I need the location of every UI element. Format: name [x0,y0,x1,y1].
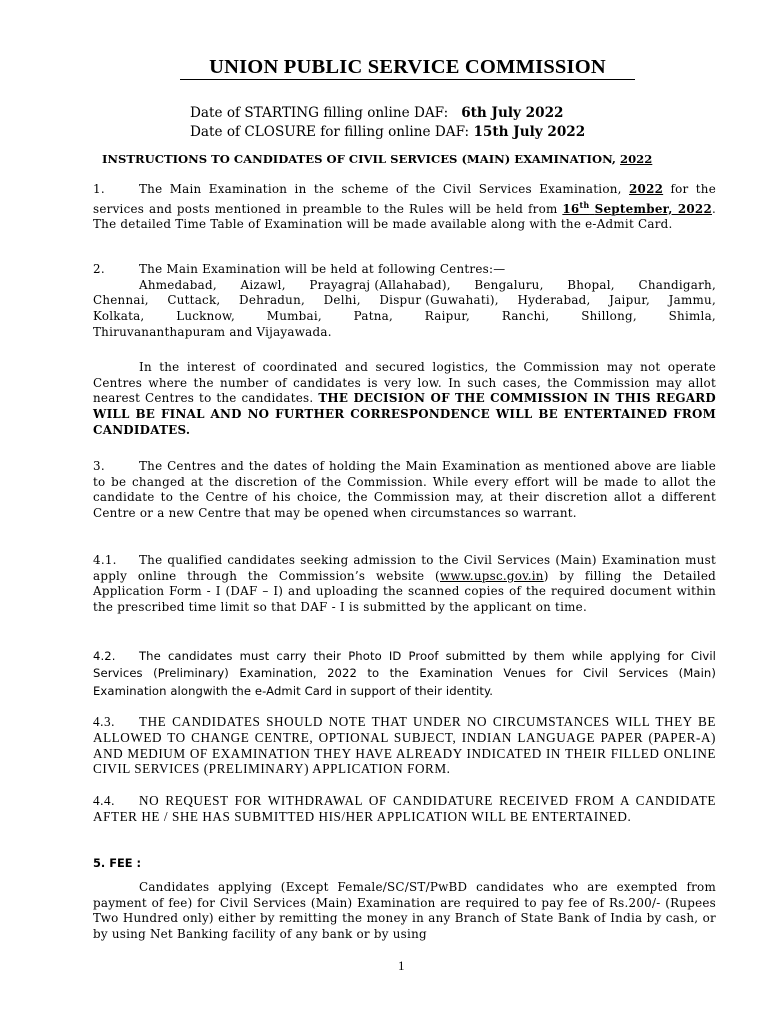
paragraph-fee [93,880,716,943]
paragraph-4-1-text-a: The qualified candidates seeking admission to the Civil Services (Main) Examination must apply online through the Commission’s website ( [93,553,716,583]
paragraph-4-1-number: 4.1. [93,553,117,567]
paragraph-1-date-rest: September, 2022 [594,201,712,216]
paragraph-3 [93,459,716,522]
daf-dates [190,104,585,141]
paragraph-3-number: 3. [93,459,105,473]
paragraph-4-4 [93,793,716,825]
centres-row-2 [93,293,716,309]
fee-heading: 5. FEE : [93,856,142,870]
paragraph-1-text-a: The Main Examination in the scheme of the Civil Services Examination, [139,182,630,196]
paragraph-4-3-number: 4.3. [93,714,115,729]
paragraph-1-date-sup: th [579,199,590,210]
daf-close-label: Date of CLOSURE for filling online DAF: [190,123,470,140]
centre-name: Bengaluru, [474,277,544,292]
centre-name: Cuttack, [167,293,221,308]
daf-start-value: 6th July 2022 [461,105,564,121]
paragraph-1 [93,182,716,233]
centre-name: Dehradun, [239,293,306,308]
paragraph-fee-text: Candidates applying (Except Female/SC/ST/PwBD candidates who are exempted from payment of fee) for Civil Services (Main) Examination are required to pay fee of Rs.200/- (Rupees Two Hundred only) either by remitting the money in any Branch of State Bank of India by cash, or by using Net Banking facility of any bank or by using [93,880,716,942]
instructions-heading [102,152,716,167]
page-title: UNION PUBLIC SERVICE COMMISSION [180,56,635,80]
paragraph-1-year: 2022 [629,182,664,196]
centre-name: Shimla, [668,309,716,324]
daf-close-line [190,123,585,142]
instructions-heading-year: 2022 [620,152,653,166]
centre-name: Prayagraj (Allahabad), [309,277,451,292]
centre-name: Patna, [353,309,394,324]
centre-name: Lucknow, [176,309,236,324]
paragraph-4-2 [93,648,716,700]
centre-name: Bhopal, [567,277,615,292]
centre-name: Raipur, [424,309,471,324]
centre-name: Chandigarh, [638,277,716,292]
paragraph-4-1-text-b: ) by filling the Detailed Application Form - I (DAF – I) and uploading the scanned copies of the required document within the prescribed time limit so that DAF - I is submitted by the applicant on time. [93,568,716,615]
centre-name: Hyderabad, [517,293,591,308]
centre-name: Shillong, [581,309,637,324]
daf-start-label: Date of STARTING filling online DAF: [190,105,449,121]
centre-name: Jaipur, [609,293,651,308]
paragraph-1-date [562,199,712,216]
centre-name: Kolkata, [93,309,145,324]
page-number: 1 [398,958,405,973]
centres-row-1 [93,278,716,294]
paragraph-1-text-c: . The detailed Time Table of Examination will be made available along with the e-Admit Card. [93,201,717,232]
daf-close-value: 15th July 2022 [473,123,586,140]
paragraph-2 [93,262,716,341]
paragraph-logistics-bold: THE DECISION OF THE COMMISSION IN THIS REGARD WILL BE FINAL AND NO FURTHER CORRESPONDENCE WILL BE ENTERTAINED FROM CANDIDATES. [93,391,716,437]
centre-name: Dispur (Guwahati), [379,293,499,308]
centre-name: Ranchi, [501,309,550,324]
paragraph-4-2-number: 4.2. [93,649,116,663]
paragraph-logistics [93,360,716,439]
paragraph-logistics-text: In the interest of coordinated and secured logistics, the Commission may not operate Centres where the number of candidates is very low. In such cases, the Commission may allot nearest Centres to the candidates. [93,360,716,406]
centres-row-4: Thiruvananthapuram and Vijayawada. [93,324,332,339]
centre-name: Chennai, [93,293,149,308]
instructions-heading-text: INSTRUCTIONS TO CANDIDATES OF CIVIL SERVICES (MAIN) EXAMINATION, [102,152,621,166]
paragraph-4-1 [93,553,716,616]
daf-start-line [190,104,585,123]
paragraph-1-date-day: 16 [562,201,580,216]
paragraph-1-number: 1. [93,182,105,196]
paragraph-4-4-number: 4.4. [93,793,115,808]
paragraph-2-intro-text: The Main Examination will be held at following Centres:— [139,262,506,276]
paragraph-4-4-text: NO REQUEST FOR WITHDRAWAL OF CANDIDATURE RECEIVED FROM A CANDIDATE AFTER HE / SHE HAS SUBMITTED HIS/HER APPLICATION WILL BE ENTERTAINED. [93,793,716,824]
centre-name: Ahmedabad, [139,277,217,292]
upsc-website-link[interactable]: www.upsc.gov.in [439,568,544,583]
centre-name: Delhi, [323,293,361,308]
paragraph-4-3 [93,714,716,777]
paragraph-2-number: 2. [93,262,105,276]
centre-name: Mumbai, [266,309,322,324]
centres-row-3 [93,309,716,325]
paragraph-1-text-b: for the services and posts mentioned in preamble to the Rules will be held from [93,182,716,216]
paragraph-4-2-text: The candidates must carry their Photo ID Proof submitted by them while applying for Civil Services (Preliminary) Examination, 2022 to the Examination Venues for Civil Services (Main) Examination alongwith the e-Admit Card in support of their identity. [93,649,716,698]
paragraph-2-intro [93,262,716,278]
centre-name: Aizawl, [240,277,286,292]
centre-name: Jammu, [668,293,716,308]
paragraph-4-3-text: THE CANDIDATES SHOULD NOTE THAT UNDER NO CIRCUMSTANCES WILL THEY BE ALLOWED TO CHANGE CENTRE, OPTIONAL SUBJECT, INDIAN LANGUAGE PAPER (PAPER-A) AND MEDIUM OF EXAMINATION THEY HAVE ALREADY INDICATED IN THEIR FILLED ONLINE CIVIL SERVICES (PRELIMINARY) APPLICATION FORM. [93,714,716,777]
paragraph-3-text: The Centres and the dates of holding the Main Examination as mentioned above are liable to be changed at the discretion of the Commission. While every effort will be made to allot the candidate to the Centre of his choice, the Commission may, at their discretion allot a different Centre or a new Centre that may be opened when circumstances so warrant. [93,459,716,521]
